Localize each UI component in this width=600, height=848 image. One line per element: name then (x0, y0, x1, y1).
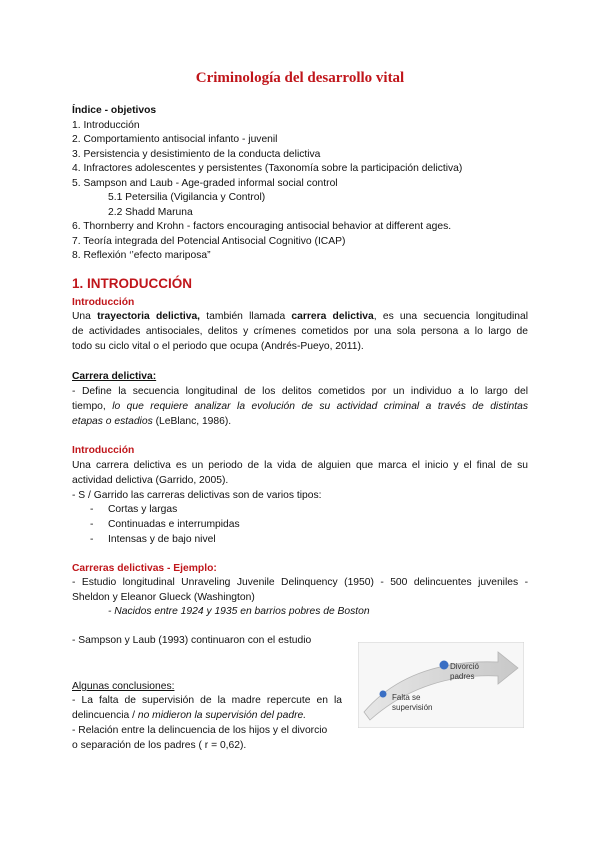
document-title: Criminología del desarrollo vital (195, 70, 405, 86)
paragraph-line: o separación de los padres ( r = 0,62). (72, 740, 247, 751)
point-label: Falta se (392, 693, 421, 702)
point-label: supervisión (392, 703, 433, 712)
paragraph-line: etapas o estadios (LeBlanc, 1986). (72, 416, 232, 427)
paragraph-line: delincuencia / no midieron la supervisión del padre. (72, 710, 307, 721)
point-marker (440, 661, 449, 670)
paragraph-line: tiempo, lo que requiere analizar la evolución de su actividad criminal a través de distintas (72, 401, 528, 412)
subheading: Introducción (72, 445, 135, 456)
subheading: Carrera delictiva: (72, 371, 157, 382)
index-item: 2. Comportamiento antisocial infanto - juvenil (72, 134, 278, 145)
index-item: 5. Sampson and Laub - Age-graded informal social control (72, 178, 338, 189)
paragraph-line: - S / Garrido las carreras delictivas son de varios tipos: (72, 490, 322, 501)
paragraph-line: - Sampson y Laub (1993) continuaron con el estudio (72, 635, 312, 646)
index-item: 3. Persistencia y desistimiento de la conducta delictiva (72, 149, 321, 160)
subheading: Carreras delictivas - Ejemplo: (72, 563, 217, 574)
point-marker (380, 691, 387, 698)
paragraph-line: Sheldon y Eleanor Glueck (Washington) (72, 592, 255, 603)
index-item: 8. Reflexión ‘’efecto mariposa” (72, 250, 211, 261)
paragraph-line: actividad delictiva (Garrido, 2005). (72, 475, 229, 486)
index-item: 7. Teoría integrada del Potencial Antisocial Cognitivo (ICAP) (72, 236, 346, 247)
point-label: Divorció (450, 662, 479, 671)
paragraph-line: Una trayectoria delictiva, también llamada carrera delictiva, es una secuencia longitudinal (72, 311, 529, 322)
subheading: Algunas conclusiones: (72, 681, 175, 692)
index-item: 4. Infractores adolescentes y persistentes (Taxonomía sobre la participación delictiva) (72, 163, 463, 174)
index-subitem: 2.2 Shadd Maruna (108, 207, 193, 218)
paragraph-line: - Define la secuencia longitudinal de los delitos cometidos por un individuo a lo largo del (72, 386, 528, 397)
section-heading: 1. INTRODUCCIÓN (72, 276, 193, 291)
index-subitem: 5.1 Petersilia (Vigilancia y Control) (108, 192, 266, 203)
paragraph-line: - Relación entre la delincuencia de los hijos y el divorcio (72, 725, 328, 736)
paragraph-line: - Nacidos entre 1924 y 1935 en barrios pobres de Boston (108, 606, 370, 617)
index-item: 1. Introducción (72, 120, 140, 131)
point-label: padres (450, 672, 475, 681)
timeline-arrow-diagram (358, 642, 524, 728)
document-page: Criminología del desarrollo vital Índice - objetivos 1. Introducción 2. Comportamiento antisocial infanto - juvenil 3. Persistencia y desistimiento de la conducta delictiva 4. Infractores adolescentes y persistentes (Taxonomía sobre la participación delictiva) 5. Sampson and Laub - Age-graded informal social control 5.1 Petersilia (Vigilancia y Control) 2.2 Shadd Maruna 6. Thornberry and Krohn - factors encouraging antisocial behavior at different ages. 7. Teoría integrada del Potencial Antisocial Cognitivo (ICAP) 8. Reflexión ‘’efecto mariposa” 1. INTRODUCCIÓN Introducción Una trayectoria delictiva, también llamada carrera delictiva, es una secuencia longitudinal de actividades antisociales, delitos y crímenes cometidos por una sola persona a lo largo de todo su ciclo vital o el periodo que ocupa (Andrés-Pueyo, 2011). Carrera delictiva: - Define la secuencia longitudinal de los delitos cometidos por un individuo a lo largo del tiempo, lo que requiere analizar la evolución de su actividad criminal a través de distintas etapas o estadios (LeBlanc, 1986). Introducción Una carrera delictiva es un periodo de la vida de alguien que marca el inicio y el final de su actividad delictiva (Garrido, 2005). - S / Garrido las carreras delictivas son de varios tipos: - Cortas y largas - Continuadas e interrumpidas - Intensas y de bajo nivel Carreras delictivas - Ejemplo: - Estudio longitudinal Unraveling Juvenile Delinquency (1950) - 500 delincuentes juveniles - Sheldon y Eleanor Glueck (Washington) - Nacidos entre 1924 y 1935 en barrios pobres de Boston - Sampson y Laub (1993) continuaron con el estudio Algunas conclusiones: - La falta de supervisión de la madre repercute en la delincuencia / no midieron la supervisión del padre. - Relación entre la delincuencia de los hijos y el divorcio o separación de los padres ( r = 0,62). Falta se supervisión Divorció padres (0, 0, 600, 848)
subheading: Introducción (72, 297, 135, 308)
paragraph-line: - Estudio longitudinal Unraveling Juvenile Delinquency (1950) - 500 delincuentes juveniles - (72, 577, 528, 588)
paragraph-line: - La falta de supervisión de la madre repercute en la (72, 695, 342, 706)
index-heading: Índice - objetivos (72, 105, 157, 116)
index-item: 6. Thornberry and Krohn - factors encouraging antisocial behavior at different ages. (72, 221, 452, 232)
paragraph-line: Una carrera delictiva es un periodo de la vida de alguien que marca el inicio y el final de su (72, 460, 528, 471)
paragraph-line: de actividades antisociales, delitos y crímenes cometidos por una sola persona a lo largo de (72, 326, 528, 337)
paragraph-line: todo su ciclo vital o el periodo que ocupa (Andrés-Pueyo, 2011). (72, 341, 364, 352)
